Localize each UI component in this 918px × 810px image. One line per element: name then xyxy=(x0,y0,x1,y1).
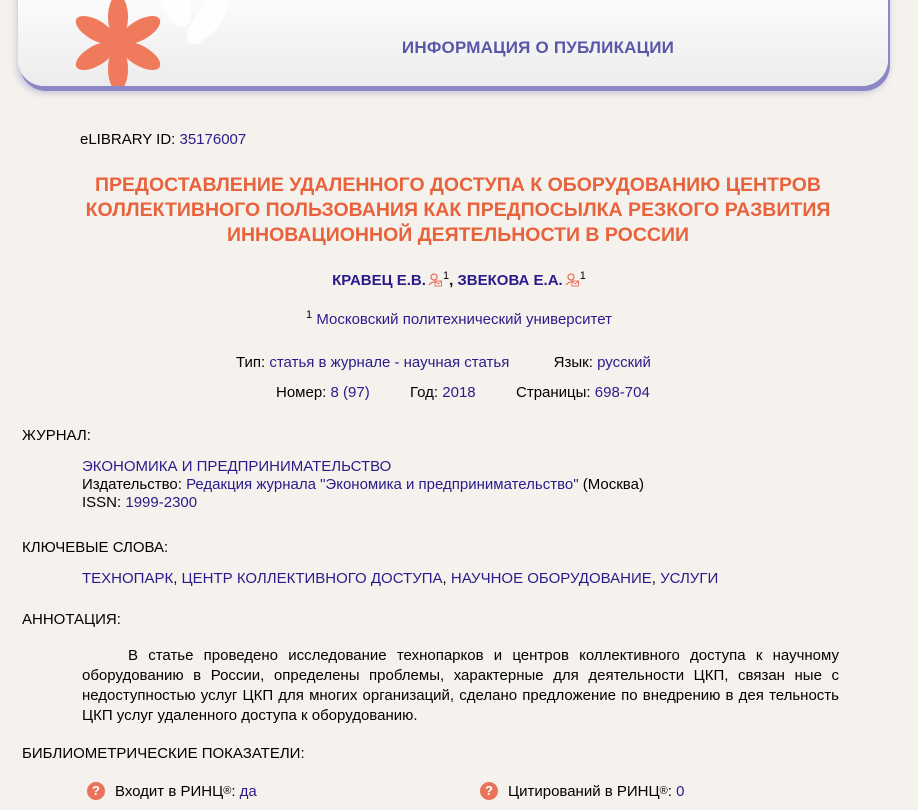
publisher-label: Издательство: xyxy=(82,476,182,493)
user-mail-icon[interactable] xyxy=(428,273,442,287)
question-icon[interactable]: ? xyxy=(87,782,105,800)
metric-value-link[interactable]: 0 xyxy=(676,782,685,800)
header-banner xyxy=(18,0,888,86)
keyword-link[interactable]: УСЛУГИ xyxy=(660,570,719,587)
language-value: русский xyxy=(597,354,651,371)
question-icon[interactable]: ? xyxy=(480,782,498,800)
issn-value: 1999-2300 xyxy=(125,494,198,511)
metric-in-rinc xyxy=(87,782,257,800)
elibrary-id-row xyxy=(80,131,246,148)
metric-label: Цитирований в РИНЦ xyxy=(508,782,660,800)
bibliometrics-heading: БИБЛИОМЕТРИЧЕСКИЕ ПОКАЗАТЕЛИ: xyxy=(22,745,305,762)
metric-colon: : xyxy=(667,782,672,800)
keyword-link[interactable]: ЦЕНТР КОЛЛЕКТИВНОГО ДОСТУПА xyxy=(181,570,443,587)
journal-name-link[interactable]: ЭКОНОМИКА И ПРЕДПРИНИМАТЕЛЬСТВО xyxy=(82,458,392,475)
affiliation-number: 1 xyxy=(306,309,313,321)
affiliation-name: Московский политехнический университет xyxy=(316,311,612,328)
author-link[interactable]: КРАВЕЦ Е.В. xyxy=(332,272,426,289)
language-label: Язык: xyxy=(553,354,593,371)
metric-value: да xyxy=(239,782,257,800)
user-mail-icon[interactable] xyxy=(565,273,579,287)
year-value: 2018 xyxy=(442,384,476,401)
publication-title xyxy=(30,173,886,248)
authors-row xyxy=(0,270,918,289)
author-affil-number: 1 xyxy=(579,270,586,282)
keyword-separator: , xyxy=(442,570,451,587)
journal-info xyxy=(82,458,644,512)
type-value: статья в журнале - научная статья xyxy=(269,354,510,371)
metric-colon: : xyxy=(231,782,236,800)
keywords-list xyxy=(82,570,718,587)
pages-label: Страницы: xyxy=(516,384,591,401)
type-language-row xyxy=(236,354,651,371)
annotation-text: В статье проведено исследование технопарков и центров коллективного доступа к научному оборудованию в России, определены проблемы, характерные для деятельности ЦКП, связан ные с недоступностью услуг ЦКП для многих организаций, сделано предложение по внедрению в дея тельность ЦКП услуг удаленного доступа к оборудованию. xyxy=(82,647,839,724)
issue-number-link[interactable]: 8 (97) xyxy=(330,384,370,401)
publisher-link[interactable]: Редакция журнала "Экономика и предпринимательство" xyxy=(186,476,579,493)
issn-label: ISSN: xyxy=(82,494,122,511)
pages-value: 698-704 xyxy=(594,384,650,401)
author-affil-number: 1 xyxy=(442,270,450,282)
title-line: ИННОВАЦИОННОЙ ДЕЯТЕЛЬНОСТИ В РОССИИ xyxy=(226,224,690,246)
year-label: Год: xyxy=(410,384,439,401)
keyword-link[interactable]: ТЕХНОПАРК xyxy=(82,570,174,587)
author-separator: , xyxy=(449,272,454,289)
elibrary-id-label: eLIBRARY ID: xyxy=(80,131,176,148)
registered-mark: ® xyxy=(223,785,232,797)
keyword-separator: , xyxy=(173,570,182,587)
affiliation-row xyxy=(0,309,918,328)
title-line: ПРЕДОСТАВЛЕНИЕ УДАЛЕННОГО ДОСТУПА К ОБОРУДОВАНИЮ ЦЕНТРОВ xyxy=(95,174,821,196)
title-line: КОЛЛЕКТИВНОГО ПОЛЬЗОВАНИЯ КАК ПРЕДПОСЫЛКА РЕЗКОГО РАЗВИТИЯ xyxy=(85,199,831,221)
annotation-heading: АННОТАЦИЯ: xyxy=(22,611,121,628)
metric-label: Входит в РИНЦ xyxy=(115,782,224,800)
publisher-city: (Москва) xyxy=(582,476,644,493)
keyword-link[interactable]: НАУЧНОЕ ОБОРУДОВАНИЕ xyxy=(450,570,652,587)
journal-heading: ЖУРНАЛ: xyxy=(22,427,91,444)
page-header-title: ИНФОРМАЦИЯ О ПУБЛИКАЦИИ xyxy=(401,38,675,57)
registered-mark: ® xyxy=(659,785,668,797)
issue-details-row xyxy=(276,384,650,401)
elibrary-id-value: 35176007 xyxy=(179,131,247,148)
number-label: Номер: xyxy=(276,384,327,401)
type-label: Тип: xyxy=(236,354,266,371)
keywords-heading: КЛЮЧЕВЫЕ СЛОВА: xyxy=(22,539,169,556)
keyword-separator: , xyxy=(651,570,661,587)
author-link[interactable]: ЗВЕКОВА Е.А. xyxy=(457,272,563,289)
metric-citations-rinc xyxy=(480,782,684,800)
